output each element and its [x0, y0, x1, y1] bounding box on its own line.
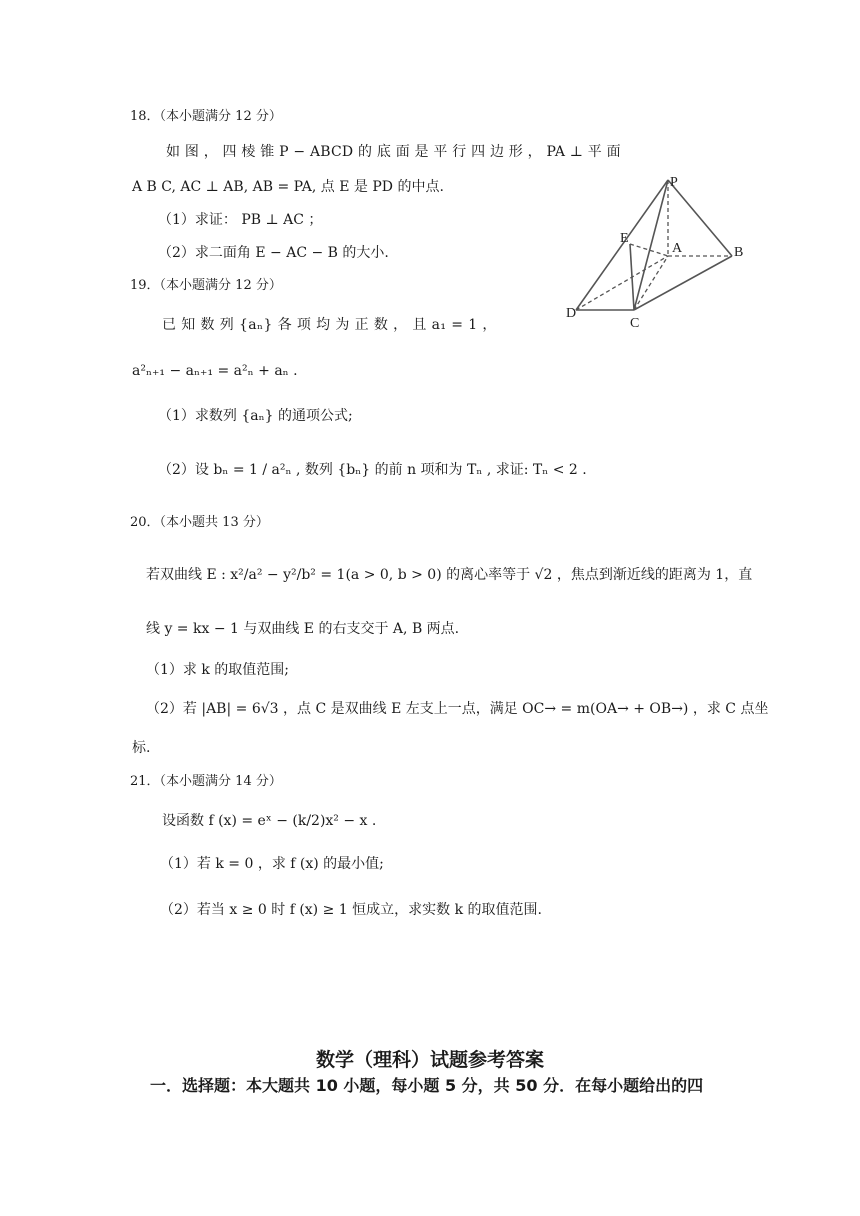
- pyramid-figure: [562, 172, 774, 332]
- q20-part1: （1）求 k 的取值范围;: [146, 662, 290, 678]
- q21-part1: （1）若 k = 0 ，求 f (x) 的最小值;: [160, 856, 384, 872]
- q19-header: 19．（本小题满分 12 分）: [130, 278, 282, 293]
- q20-header: 20．（本小题共 13 分）: [130, 515, 269, 530]
- q18-stem-line2: A B C, AC ⊥ AB, AB = PA, 点 E 是 PD 的中点.: [132, 179, 444, 195]
- label-p: P: [670, 175, 678, 190]
- label-a: A: [672, 241, 683, 256]
- q19-part1: （1）求数列 {aₙ} 的通项公式;: [158, 408, 353, 424]
- answer-key-title: 数学（理科）试题参考答案: [315, 1049, 544, 1071]
- q20-stem-line1: 若双曲线 E : x²/a² − y²/b² = 1(a > 0, b > 0) 的离心率等于 √2 ，焦点到渐近线的距离为 1，直: [146, 567, 753, 583]
- q19-stem-line1: 已 知 数 列 {aₙ} 各 项 均 为 正 数 ， 且 a₁ = 1 ，: [162, 317, 497, 333]
- edge-pc: [634, 180, 668, 310]
- q21-header: 21．（本小题满分 14 分）: [130, 774, 282, 789]
- q20-part2-line1: （2）若 |AB| = 6√3 ，点 C 是双曲线 E 左支上一点，满足 OC→ = m(OA→ + OB→) ，求 C 点坐: [146, 701, 769, 717]
- label-c: C: [630, 316, 640, 331]
- q20-part2-line2: 标.: [132, 740, 151, 756]
- q19-stem-line2: a²ₙ₊₁ − aₙ₊₁ = a²ₙ + aₙ .: [132, 363, 298, 379]
- edge-da-hidden: [576, 256, 668, 310]
- q18-header: 18．（本小题满分 12 分）: [130, 109, 282, 124]
- label-b: B: [734, 245, 744, 260]
- q18-part1: （1）求证： PB ⊥ AC ；: [158, 212, 323, 228]
- q21-part2: （2）若当 x ≥ 0 时 f (x) ≥ 1 恒成立，求实数 k 的取值范围.: [160, 902, 542, 918]
- q21-stem: 设函数 f (x) = eˣ − (k/2)x² − x .: [162, 813, 377, 829]
- q20-stem-line2: 线 y = kx − 1 与双曲线 E 的右支交于 A, B 两点.: [146, 621, 460, 637]
- edge-cb: [634, 256, 732, 310]
- q18-stem-line1: 如 图 ， 四 棱 锥 P − ABCD 的 底 面 是 平 行 四 边 形 ， PA ⊥ 平 面: [166, 144, 621, 160]
- q18-part2: （2）求二面角 E − AC − B 的大小.: [158, 245, 389, 261]
- label-e: E: [620, 231, 629, 246]
- edge-ca-hidden: [634, 256, 668, 310]
- label-d: D: [566, 306, 577, 321]
- q19-part2: （2）设 bₙ = 1 / a²ₙ , 数列 {bₙ} 的前 n 项和为 Tₙ , 求证: Tₙ < 2 .: [158, 462, 587, 478]
- answer-section-1: 一．选择题：本大题共 10 小题，每小题 5 分，共 50 分．在每小题给出的四: [150, 1076, 704, 1095]
